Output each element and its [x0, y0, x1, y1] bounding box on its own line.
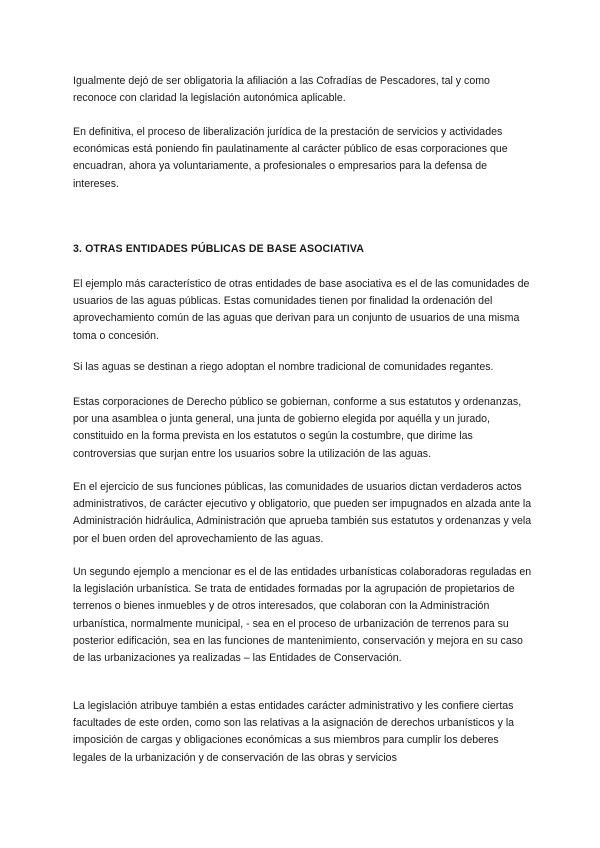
paragraph-funciones-publicas: En el ejercicio de sus funciones públicas, las comunidades de usuarios dictan verdaderos actos administrativos, de carácter ejecutivo y obligatorio, que pueden ser impugnados en alzada ante la Administración hidráulica, Administración que aprueba también sus estatutos y ordenanzas y vela por el buen orden del aprovechamiento de las aguas.	[73, 481, 532, 545]
paragraph-legislacion: La legislación atribuye también a estas entidades carácter administrativo y les confiere ciertas facultades de este orden, como son las relativas a la asignación de derechos urbanísticos y la imposición de cargas y obligaciones económicas a sus miembros para cumplir los deberes legales de la urbanización y de conservación de las obras y servicios	[73, 700, 515, 764]
paragraph-entidades-urbanisticas: Un segundo ejemplo a mencionar es el de las entidades urbanísticas colaboradoras reguladas en la legislación urbanística. Se trata de entidades formadas por la agrupación de propietarios de terrenos o bienes inmuebles y de otros interesados, que colaboran con la Administración urbanística, normalmente municipal, - sea en el proceso de urbanización de terrenos para su posterior edificación, sea en las funciones de mantenimiento, conservación y mejora en su caso de las urbanizaciones ya realizadas – las Entidades de Conservación.	[73, 566, 532, 665]
paragraph-liberalizacion: En definitiva, el proceso de liberalización jurídica de la prestación de servicios y actividades económicas está poniendo fin paulatinamente al carácter público de esas corporaciones que encuadran, ahora ya voluntariamente, a profesionales o empresarios para la defensa de intereses.	[73, 126, 508, 190]
paragraph-comunidades-usuarios: El ejemplo más característico de otras entidades de base asociativa es el de las comunidades de usuarios de las aguas públicas. Estas comunidades tienen por finalidad la ordenación del aprovechamiento común de las aguas que derivan para un conjunto de usuarios de una misma toma o concesión.	[73, 278, 530, 342]
paragraph-cofradias: Igualmente dejó de ser obligatoria la afiliación a las Cofradías de Pescadores, tal y como reconoce con claridad la legislación autonómica aplicable.	[73, 75, 490, 105]
paragraph-riego: Si las aguas se destinan a riego adoptan el nombre tradicional de comunidades regantes.	[73, 361, 494, 373]
paragraph-gobierno: Estas corporaciones de Derecho público se gobiernan, conforme a sus estatutos y ordenanzas, por una asamblea o junta general, una junta de gobierno elegida por aquélla y un jurado, constituido en la forma prevista en los estatutos o según la costumbre, que dirime las controversias que surjan entre los usuarios sobre la utilización de las aguas.	[73, 396, 522, 460]
section-heading: 3. OTRAS ENTIDADES PÚBLICAS DE BASE ASOCIATIVA	[73, 243, 365, 255]
